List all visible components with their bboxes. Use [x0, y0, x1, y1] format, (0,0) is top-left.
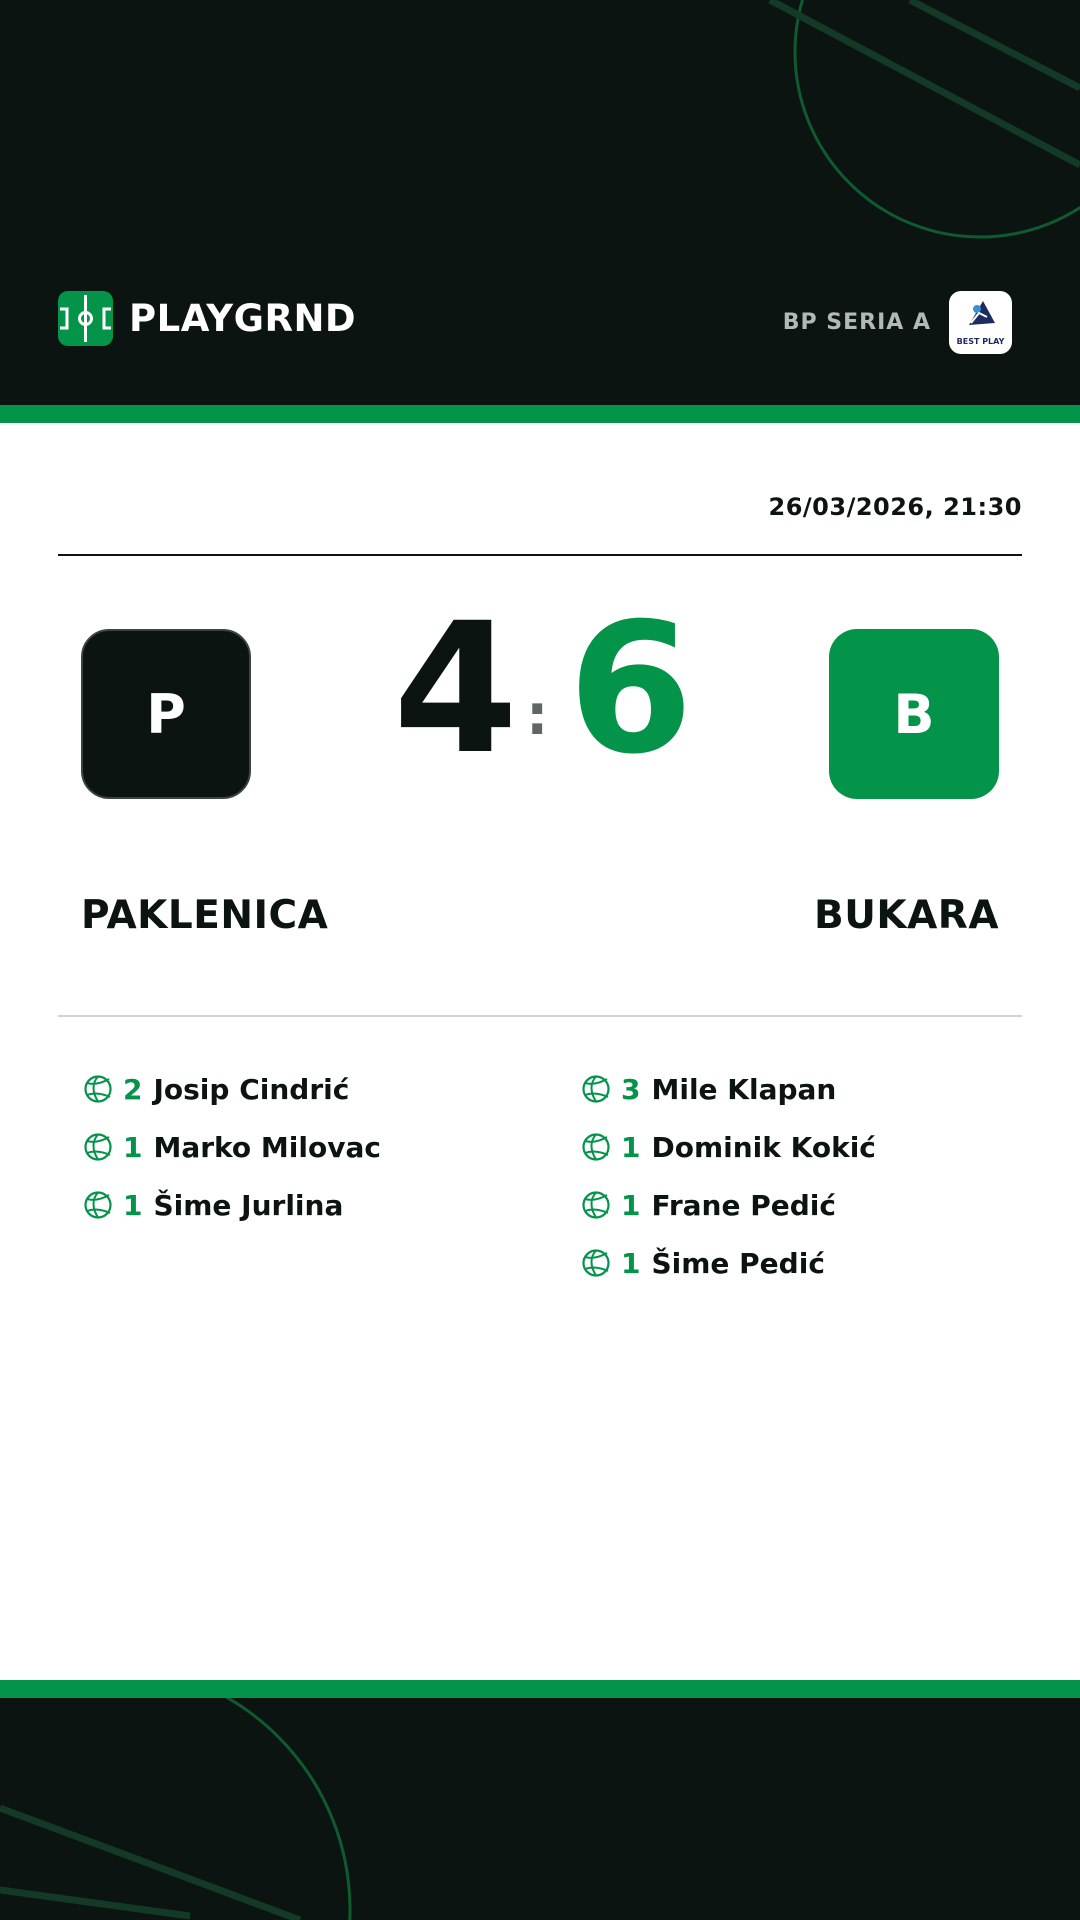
soccer-field-icon: [58, 291, 113, 346]
league-name: BP SERIA A: [782, 310, 931, 335]
score-separator: :: [526, 683, 549, 748]
ball-icon: [83, 1132, 113, 1162]
home-team-crest: P: [81, 629, 251, 799]
away-team-crest: B: [829, 629, 999, 799]
footer-banner: [0, 1698, 1080, 1920]
home-scorers-list: [83, 1060, 543, 1234]
player-name: Dominik Kokić: [651, 1130, 876, 1164]
pitch-lines-decoration: [0, 1698, 1080, 1920]
ball-icon: [581, 1074, 611, 1104]
home-team-name: PAKLENICA: [81, 893, 329, 938]
home-score: 4: [393, 585, 519, 794]
header-banner: [0, 0, 1080, 405]
divider: [58, 1015, 1022, 1017]
player-name: Šime Pedić: [651, 1246, 825, 1280]
scorer-item: [581, 1060, 1041, 1118]
scorer-item: [83, 1118, 543, 1176]
ball-icon: [581, 1248, 611, 1278]
league-badge-text: BEST PLAY: [956, 337, 1005, 346]
scorer-item: [581, 1234, 1041, 1292]
ball-icon: [83, 1190, 113, 1220]
goal-count: 1: [621, 1188, 641, 1222]
goal-count: 1: [123, 1188, 143, 1222]
player-kick-icon: [963, 299, 999, 329]
header-accent-stripe: [0, 405, 1080, 423]
goal-count: 1: [621, 1246, 641, 1280]
player-name: Frane Pedić: [651, 1188, 836, 1222]
player-name: Marko Milovac: [153, 1130, 381, 1164]
divider: [58, 554, 1022, 556]
brand-name: PLAYGRND: [129, 297, 357, 340]
player-name: Mile Klapan: [651, 1072, 837, 1106]
footer-accent-stripe: [0, 1680, 1080, 1698]
match-datetime: 26/03/2026, 21:30: [768, 493, 1022, 521]
ball-icon: [581, 1132, 611, 1162]
ball-icon: [581, 1190, 611, 1220]
brand-logo[interactable]: [58, 291, 356, 346]
league-info: [783, 291, 1012, 354]
away-score: 6: [568, 585, 694, 794]
player-name: Šime Jurlina: [153, 1188, 344, 1222]
away-scorers-list: [581, 1060, 1041, 1292]
league-badge: [949, 291, 1012, 354]
goal-count: 3: [621, 1072, 641, 1106]
scorer-item: [83, 1176, 543, 1234]
away-team-name: BUKARA: [813, 893, 999, 938]
ball-icon: [83, 1074, 113, 1104]
player-name: Josip Cindrić: [153, 1072, 350, 1106]
scorer-item: [83, 1060, 543, 1118]
scorer-item: [581, 1176, 1041, 1234]
scorer-item: [581, 1118, 1041, 1176]
goal-count: 1: [621, 1130, 641, 1164]
goal-count: 1: [123, 1130, 143, 1164]
goal-count: 2: [123, 1072, 143, 1106]
